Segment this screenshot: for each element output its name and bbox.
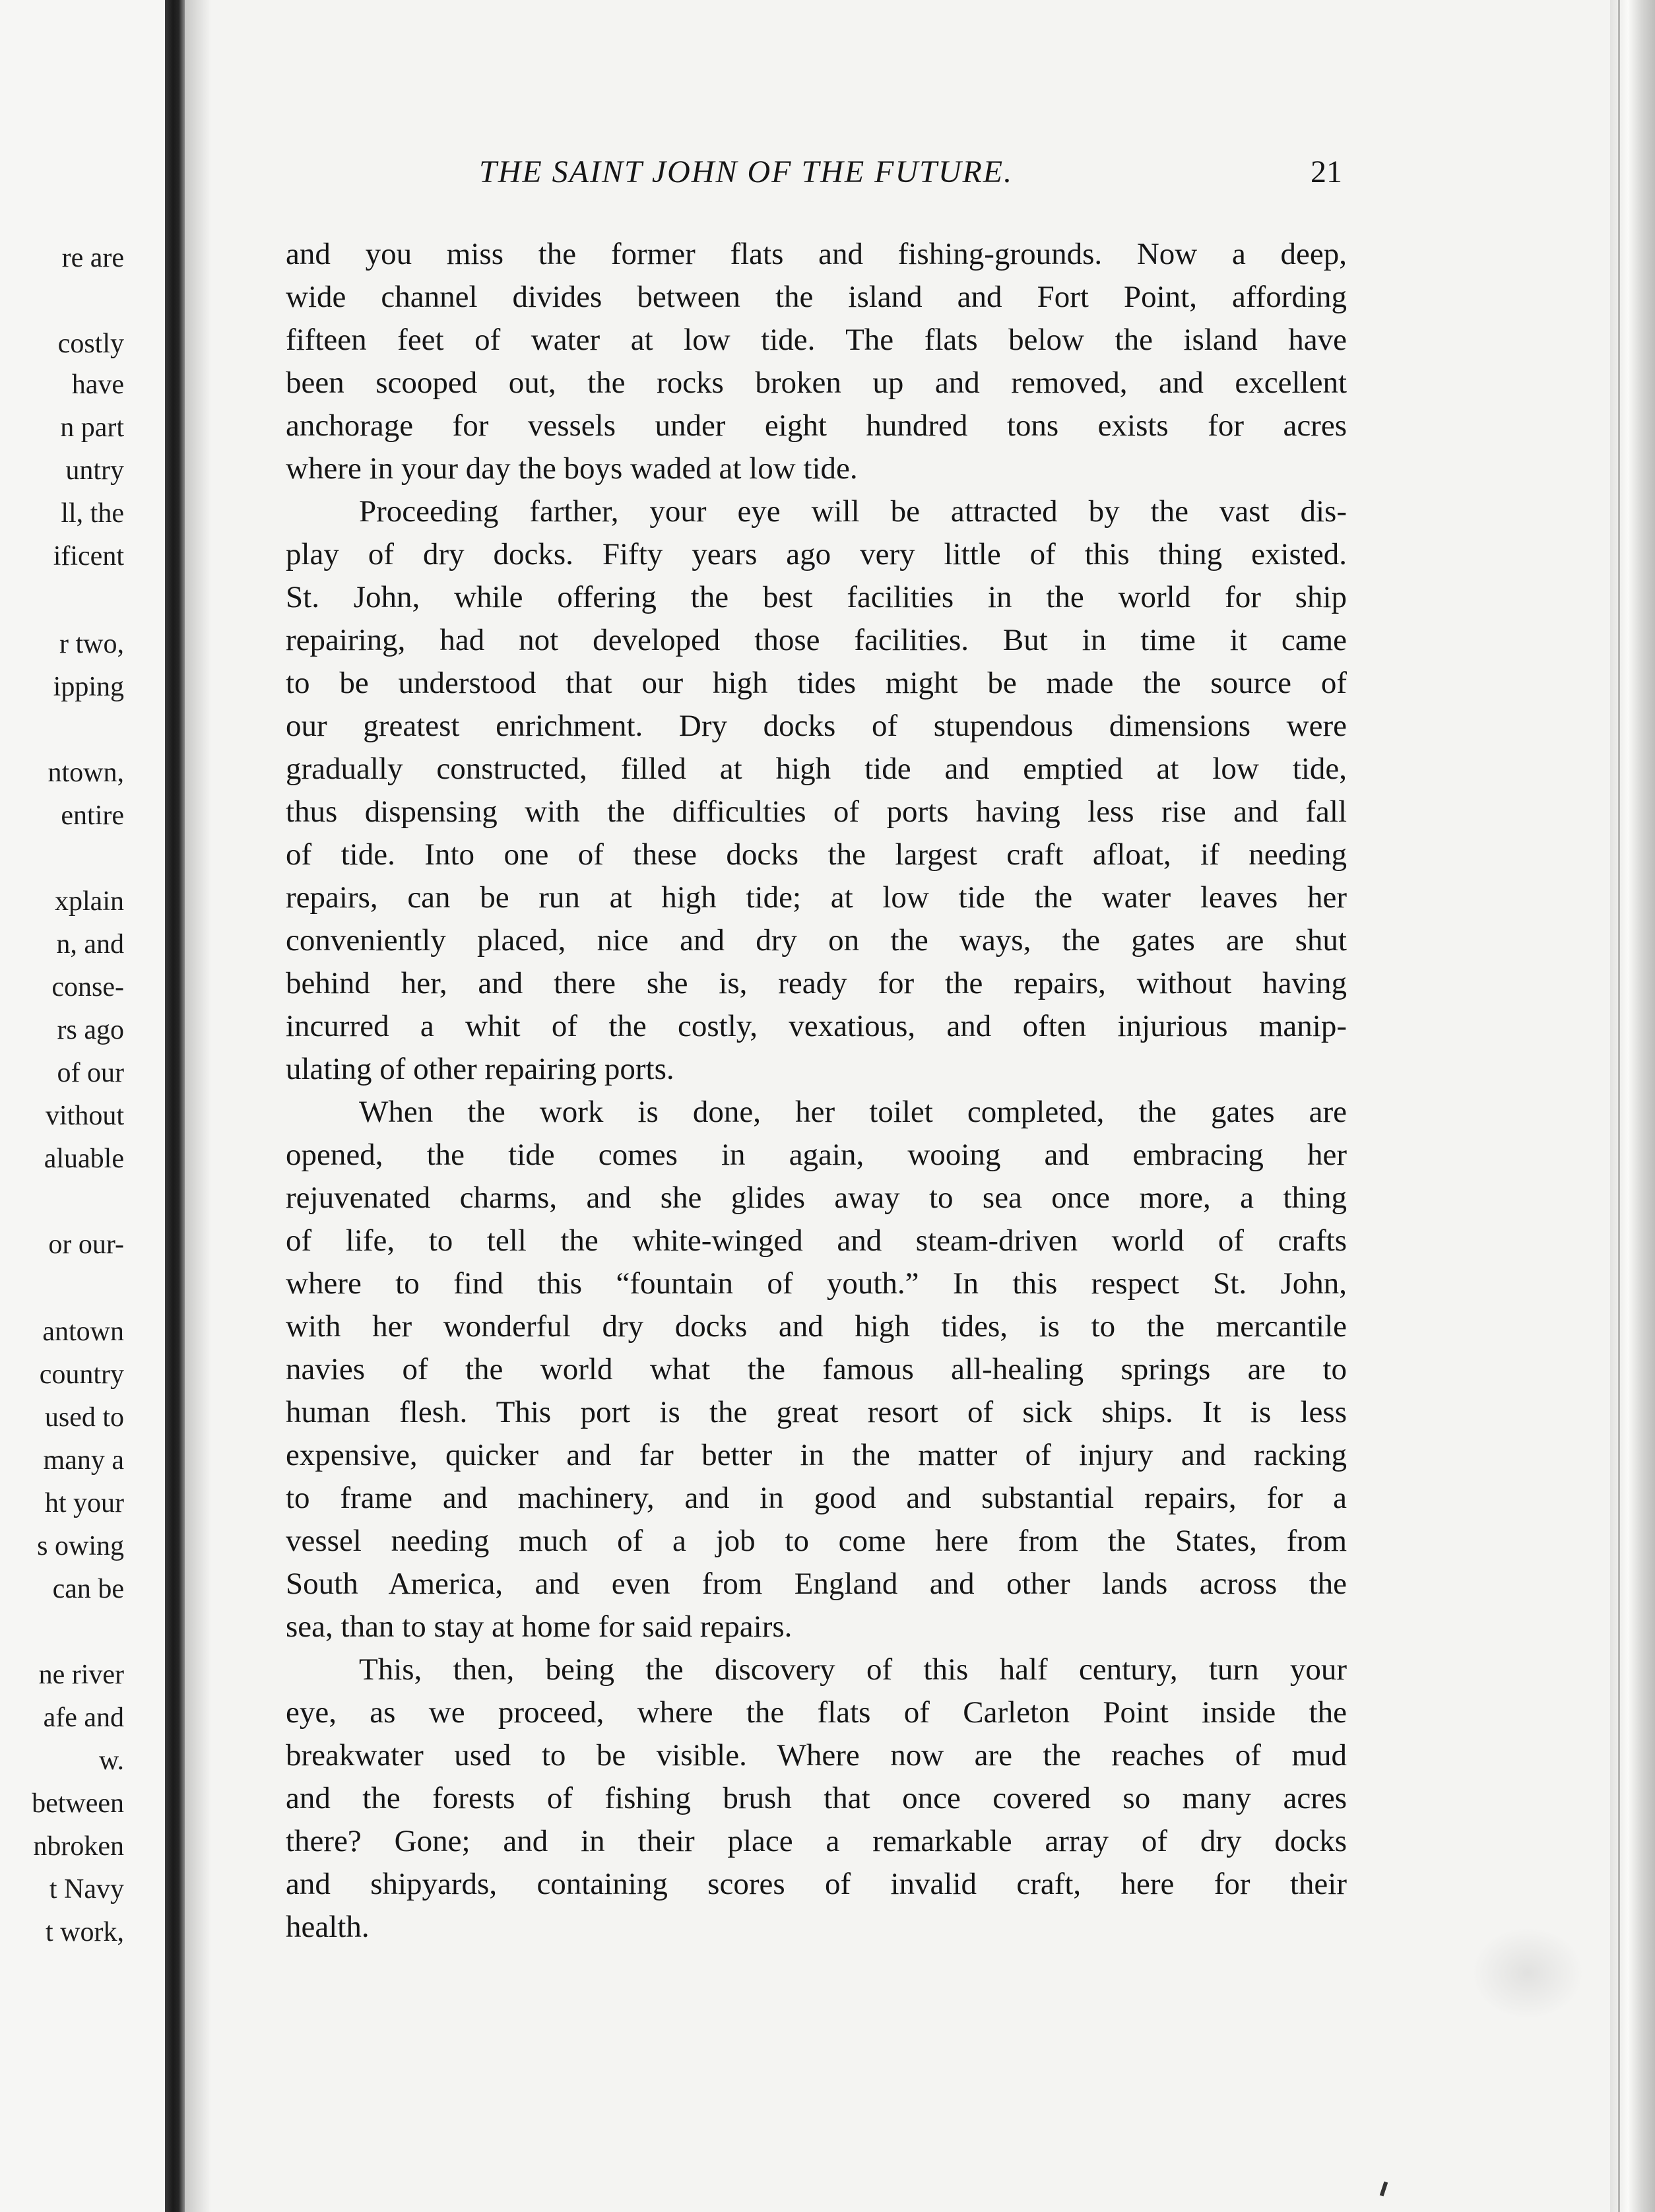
text-line: conveniently placed, nice and dry on the ways, the gates are shut bbox=[286, 923, 1347, 958]
text-line: our greatest enrichment. Dry docks of stupendous dimensions were bbox=[286, 709, 1347, 743]
text-line: anchorage for vessels under eight hundred tons exists for acres bbox=[286, 408, 1347, 443]
text-line: Proceeding farther, your eye will be attracted by the vast dis- bbox=[359, 494, 1347, 529]
facing-page-line: used to bbox=[44, 1402, 124, 1433]
text-line: there? Gone; and in their place a remarkable array of dry docks bbox=[286, 1824, 1347, 1858]
facing-page-line: nbroken bbox=[33, 1831, 124, 1862]
text-line: with her wonderful dry docks and high tides, is to the mercantile bbox=[286, 1309, 1347, 1344]
facing-page-line: can be bbox=[52, 1574, 124, 1604]
text-line: This, then, being the discovery of this half century, turn your bbox=[359, 1652, 1347, 1687]
facing-page-line: vithout bbox=[45, 1101, 124, 1131]
text-line: of tide. Into one of these docks the largest craft afloat, if needing bbox=[286, 837, 1347, 872]
text-line: South America, and even from England and other lands across the bbox=[286, 1567, 1347, 1601]
facing-page-line: conse- bbox=[51, 972, 124, 1002]
text-line: where to find this “fountain of youth.” In this respect St. John, bbox=[286, 1266, 1347, 1301]
facing-page-line: aluable bbox=[44, 1144, 124, 1174]
facing-page-line: many a bbox=[43, 1445, 124, 1476]
facing-page-line: ipping bbox=[53, 672, 124, 702]
facing-page-line: country bbox=[39, 1359, 124, 1390]
text-line: incurred a whit of the costly, vexatious, and often injurious manip- bbox=[286, 1009, 1347, 1043]
text-line: breakwater used to be visible. Where now are the reaches of mud bbox=[286, 1738, 1347, 1773]
text-line: to frame and machinery, and in good and substantial repairs, for a bbox=[286, 1481, 1347, 1515]
text-line: human flesh. This port is the great resort of sick ships. It is less bbox=[286, 1395, 1347, 1429]
text-line: where in your day the boys waded at low tide. bbox=[286, 451, 858, 486]
text-line: thus dispensing with the difficulties of ports having less rise and fall bbox=[286, 795, 1347, 829]
text-line: ulating of other repairing ports. bbox=[286, 1052, 674, 1086]
facing-page-line: re are bbox=[61, 243, 124, 273]
text-line: St. John, while offering the best facilities in the world for ship bbox=[286, 580, 1347, 614]
text-line: expensive, quicker and far better in the matter of injury and racking bbox=[286, 1438, 1347, 1472]
book-gutter bbox=[165, 0, 185, 2212]
facing-page-line: t work, bbox=[46, 1917, 124, 1947]
facing-page-line: or our- bbox=[48, 1229, 124, 1260]
facing-page-line: of our bbox=[57, 1058, 124, 1088]
text-line: repairing, had not developed those facilities. But in time it came bbox=[286, 623, 1347, 657]
text-line: vessel needing much of a job to come here from the States, from bbox=[286, 1524, 1347, 1558]
facing-page-line: ll, the bbox=[61, 498, 124, 529]
text-line: sea, than to stay at home for said repairs. bbox=[286, 1610, 793, 1644]
facing-page-line: costly bbox=[57, 329, 124, 359]
text-line: repairs, can be run at high tide; at low tide the water leaves her bbox=[286, 880, 1347, 915]
text-line: play of dry docks. Fifty years ago very little of this thing existed. bbox=[286, 537, 1347, 571]
page-number: 21 bbox=[1311, 154, 1342, 189]
text-line: to be understood that our high tides might be made the source of bbox=[286, 666, 1347, 700]
facing-page-line: ntown, bbox=[48, 758, 124, 788]
text-line: wide channel divides between the island and Fort Point, affording bbox=[286, 280, 1347, 314]
page-edge-line bbox=[1618, 0, 1620, 2212]
text-line: rejuvenated charms, and she glides away to sea once more, a thing bbox=[286, 1181, 1347, 1215]
text-line: behind her, and there she is, ready for the repairs, without having bbox=[286, 966, 1347, 1000]
paper-smudge bbox=[1472, 1927, 1584, 2019]
facing-page-line: ht your bbox=[44, 1488, 124, 1518]
facing-page-line: s owing bbox=[37, 1531, 124, 1561]
text-line: and shipyards, containing scores of invalid craft, here for their bbox=[286, 1867, 1347, 1901]
facing-page-line: r two, bbox=[59, 629, 124, 659]
facing-page-line: between bbox=[32, 1788, 124, 1819]
facing-page-line: t Navy bbox=[49, 1874, 124, 1904]
text-line: of life, to tell the white-winged and steam-driven world of crafts bbox=[286, 1223, 1347, 1258]
facing-page-line: rs ago bbox=[57, 1015, 124, 1045]
text-line: health. bbox=[286, 1910, 370, 1944]
facing-page-line: ne river bbox=[38, 1660, 124, 1690]
text-line: fifteen feet of water at low tide. The flats below the island have bbox=[286, 323, 1347, 357]
text-line: navies of the world what the famous all-healing springs are to bbox=[286, 1352, 1347, 1386]
text-line: When the work is done, her toilet completed, the gates are bbox=[359, 1095, 1347, 1129]
text-line: opened, the tide comes in again, wooing and embracing her bbox=[286, 1138, 1347, 1172]
gutter-shadow bbox=[185, 0, 211, 2212]
text-line: eye, as we proceed, where the flats of Carleton Point inside the bbox=[286, 1695, 1347, 1730]
running-head: THE SAINT JOHN OF THE FUTURE. bbox=[479, 154, 1014, 189]
facing-page-line: xplain bbox=[55, 886, 124, 917]
facing-page-line: n, and bbox=[56, 929, 124, 960]
text-line: and you miss the former flats and fishing-grounds. Now a deep, bbox=[286, 237, 1347, 271]
facing-page-line: entire bbox=[61, 800, 124, 831]
facing-page-line: have bbox=[71, 370, 124, 400]
text-line: and the forests of fishing brush that once covered so many acres bbox=[286, 1781, 1347, 1815]
facing-page-line: n part bbox=[60, 412, 124, 443]
facing-page-line: w. bbox=[98, 1745, 124, 1776]
facing-page-line: ificent bbox=[53, 541, 124, 571]
page-edges bbox=[1610, 0, 1655, 2212]
facing-page-line: afe and bbox=[43, 1703, 124, 1733]
text-line: been scooped out, the rocks broken up and removed, and excellent bbox=[286, 366, 1347, 400]
text-line: gradually constructed, filled at high tide and emptied at low tide, bbox=[286, 752, 1347, 786]
ink-speck bbox=[1380, 2182, 1388, 2197]
facing-page-fragment bbox=[0, 0, 170, 2212]
facing-page-line: untry bbox=[65, 455, 124, 486]
facing-page-line: antown bbox=[42, 1317, 124, 1347]
